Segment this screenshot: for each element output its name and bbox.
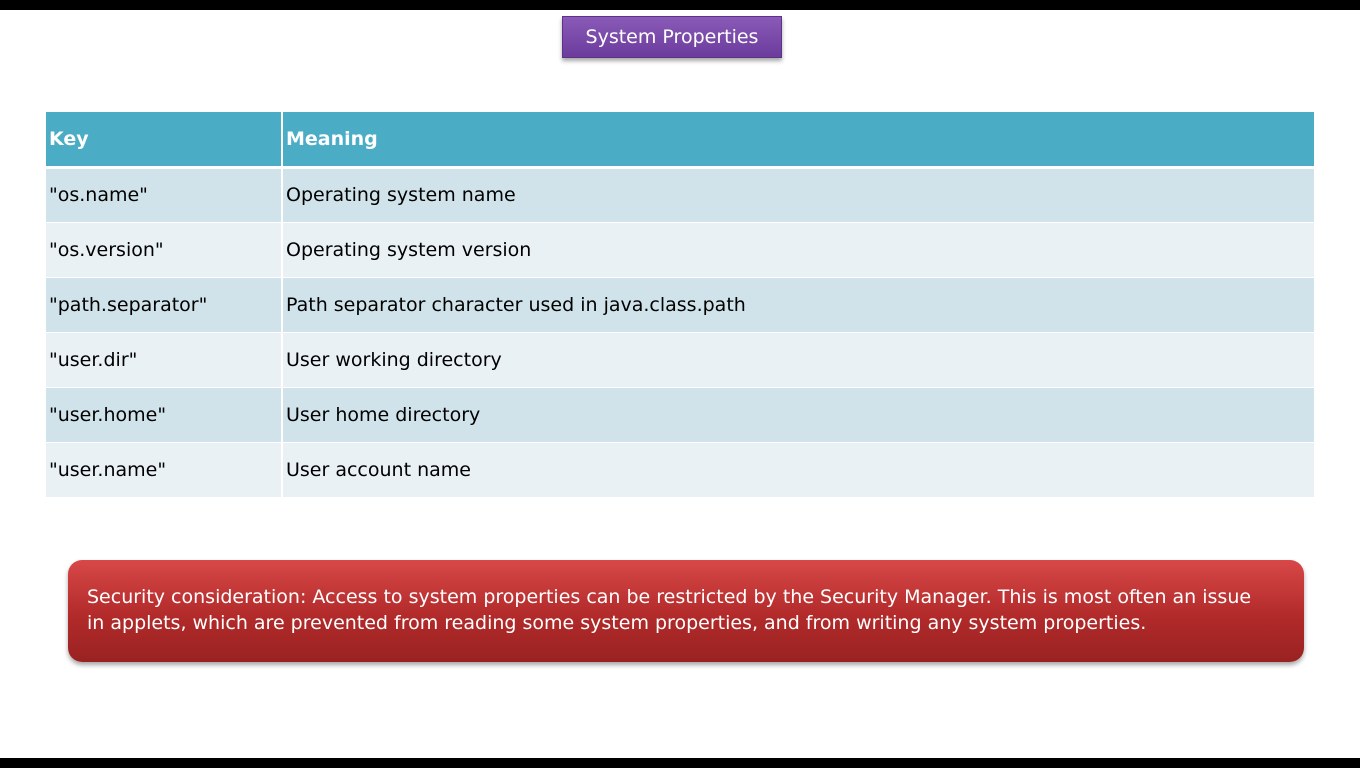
cell-meaning: User home directory [282,387,1314,442]
header-meaning: Meaning [282,112,1314,167]
table-row [46,442,1314,497]
cell-meaning: User account name [282,442,1314,497]
cell-meaning: Operating system version [282,222,1314,277]
table-row [46,277,1314,332]
cell-key: "user.dir" [46,332,282,387]
table-row [46,332,1314,387]
table-row [46,222,1314,277]
table-header-row [46,112,1314,167]
cell-key: "os.name" [46,167,282,222]
header-key: Key [46,112,282,167]
cell-meaning: Operating system name [282,167,1314,222]
cell-meaning: Path separator character used in java.class.path [282,277,1314,332]
table-row [46,387,1314,442]
bottom-border [0,758,1360,768]
security-note [68,560,1304,662]
cell-meaning: User working directory [282,332,1314,387]
cell-key: "path.separator" [46,277,282,332]
security-note-text: Security consideration: Access to system properties can be restricted by the Security Manager. This is most often an issue in applets, which are prevented from reading some system properties, and from writing any system properties. [87,586,1252,634]
top-border [0,0,1360,10]
cell-key: "os.version" [46,222,282,277]
cell-key: "user.home" [46,387,282,442]
cell-key: "user.name" [46,442,282,497]
table-row [46,167,1314,222]
slide-title: System Properties [562,16,782,58]
properties-table [46,112,1314,498]
